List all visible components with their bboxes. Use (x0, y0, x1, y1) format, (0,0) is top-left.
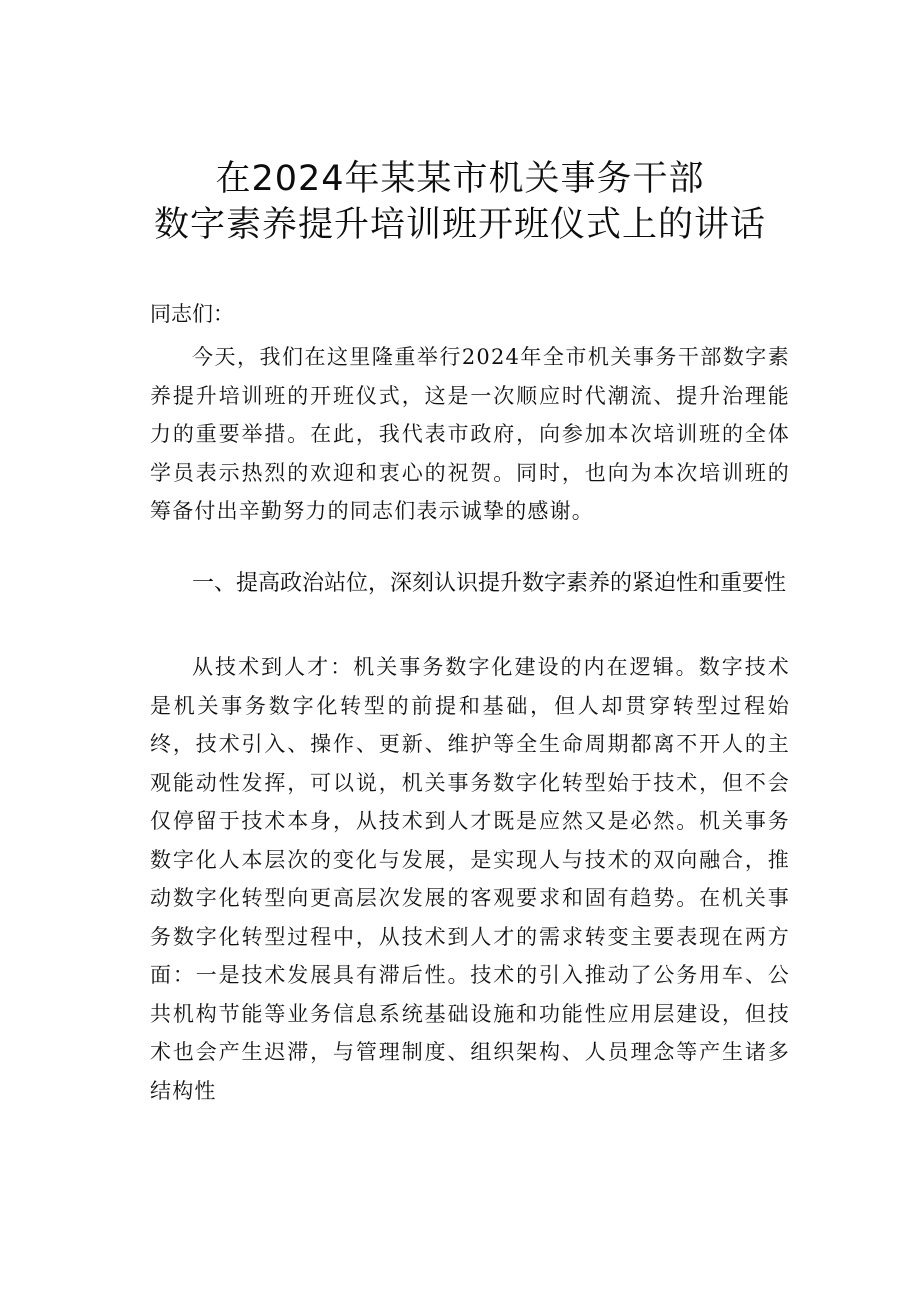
document-title-line-2: 数字素养提升培训班开班仪式上的讲话 (153, 205, 766, 245)
section-heading-1: 一、提高政治站位，深刻认识提升数字素养的紧迫性和重要性 (192, 571, 787, 596)
document-title-line-1: 在2024年某某市机关事务干部 (215, 159, 705, 199)
paragraph-opening: 今天，我们在这里隆重举行2024年全市机关事务干部数字素养提升培训班的开班仪式，这是一次顺应时代潮流、提升治理能力的重要举措。在此，我代表市政府，向参加本次培训班的全体学员表示热烈的欢迎和衷心的祝贺。同时，也向为本次培训班的筹备付出辛勤努力的同志们表示诚挚的感谢。 (150, 345, 790, 523)
salutation: 同志们： (150, 302, 234, 326)
paragraph-technology-to-talent: 从技术到人才：机关事务数字化建设的内在逻辑。数字技术是机关事务数字化转型的前提和基础，但人却贯穿转型过程始终，技术引入、操作、更新、维护等全生命周期都离不开人的主观能动性发挥，可以说，机关事务数字化转型始于技术，但不会仅停留于技术本身，从技术到人才既是应然又是必然。机关事务数字化人本层次的变化与发展，是实现人与技术的双向融合，推动数字化转型向更高层次发展的客观要求和固有趋势。在机关事务数字化转型过程中，从技术到人才的需求转变主要表现在两方面：一是技术发展具有滞后性。技术的引入推动了公务用车、公共机构节能等业务信息系统基础设施和功能性应用层建设，但技术也会产生迟滞，与管理制度、组织架构、人员理念等产生诸多结构性 (150, 655, 790, 1103)
